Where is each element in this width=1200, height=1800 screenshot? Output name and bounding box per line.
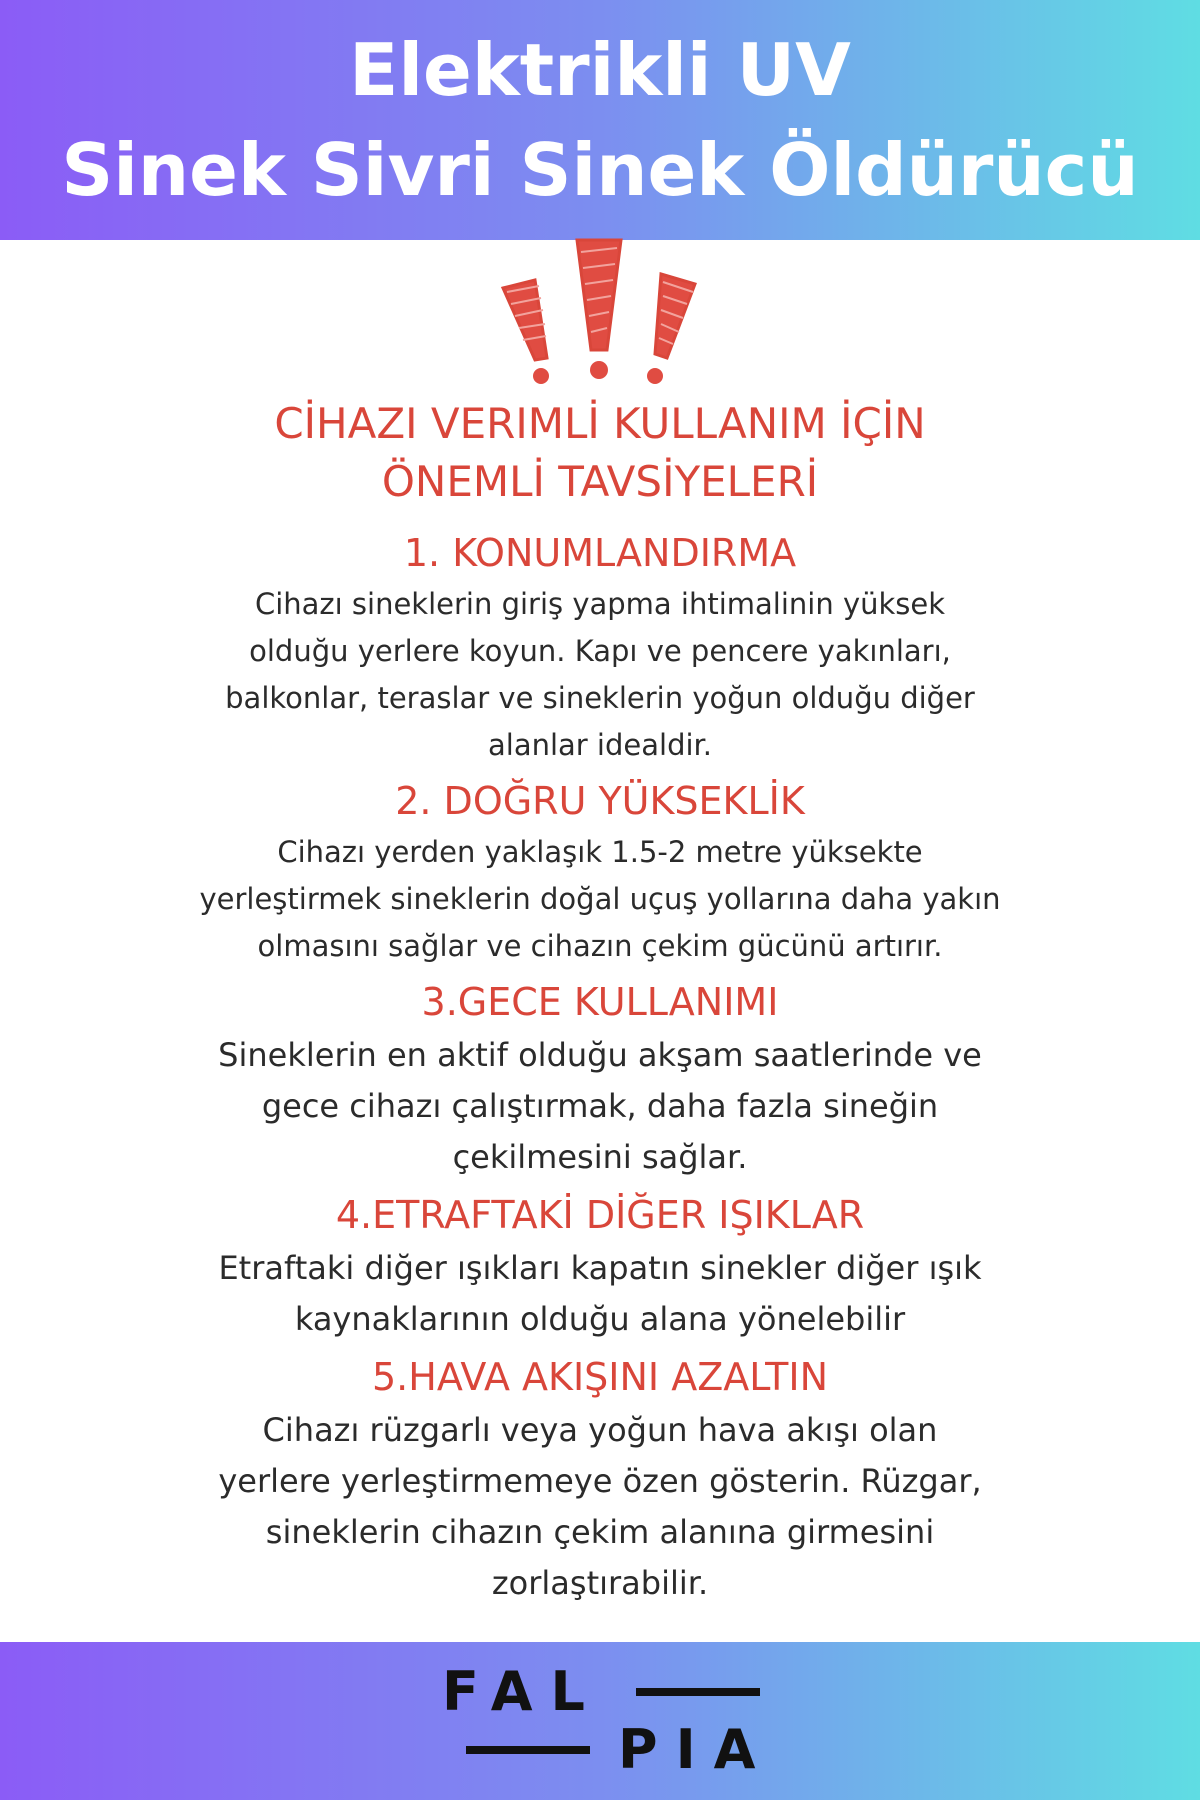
tip-title: 2. DOĞRU YÜKSEKLİK: [395, 779, 805, 823]
tips-heading-line-1: CİHAZI VERIMLİ KULLANIM İÇİN: [274, 399, 926, 448]
tip-section-2: [120, 775, 1080, 970]
tip-section-4: [120, 1189, 1080, 1345]
tips-heading-line-2: ÖNEMLİ TAVSİYELERİ: [381, 457, 819, 506]
tip-body: [120, 1243, 1080, 1345]
tip-title: 5.HAVA AKIŞINI AZALTIN: [372, 1355, 828, 1399]
tip-body-line: Sineklerin en aktif olduğu akşam saatlerinde ve: [218, 1036, 982, 1074]
tip-section-1: [120, 527, 1080, 769]
exclamation-marks-icon: [495, 238, 705, 408]
tip-body-line: olduğu yerlere koyun. Kapı ve pencere yakınları,: [249, 634, 951, 668]
tip-body-line: balkonlar, teraslar ve sineklerin yoğun olduğu diğer: [225, 681, 975, 715]
tip-body: [120, 829, 1080, 970]
tips-content: [120, 395, 1080, 1609]
tip-body: [120, 581, 1080, 769]
tip-body-line: sineklerin cihazın çekim alanına girmesini: [265, 1513, 935, 1551]
header-banner: [0, 0, 1200, 240]
logo-text-bottom: PIA: [618, 1718, 774, 1781]
tip-body-line: Cihazı yerden yaklaşık 1.5-2 metre yüksekte: [277, 835, 923, 869]
tip-body-line: olmasını sağlar ve cihazın çekim gücünü artırır.: [257, 929, 943, 963]
tip-body: [120, 1405, 1080, 1609]
page-title-line-1: Elektrikli UV: [349, 28, 851, 112]
logo-bar-bottom: [466, 1746, 590, 1754]
tip-body-line: Cihazı rüzgarlı veya yoğun hava akışı olan: [262, 1411, 938, 1449]
tip-body-line: Cihazı sineklerin giriş yapma ihtimalinin yüksek: [254, 587, 946, 621]
tip-body-line: alanlar idealdir.: [487, 728, 713, 762]
tip-title: 3.GECE KULLANIMI: [421, 980, 779, 1024]
logo-text-top: FAL: [442, 1660, 603, 1723]
tip-body-line: yerleştirmek sineklerin doğal uçuş yollarına daha yakın: [199, 882, 1001, 916]
falpia-logo: [440, 1662, 780, 1782]
tip-section-3: [120, 976, 1080, 1183]
tip-body-line: çekilmesini sağlar.: [452, 1138, 748, 1176]
tip-title: 4.ETRAFTAKİ DİĞER IŞIKLAR: [335, 1193, 865, 1237]
tip-body-line: kaynaklarının olduğu alana yönelebilir: [294, 1300, 906, 1338]
page-title-line-2: Sinek Sivri Sinek Öldürücü: [61, 128, 1139, 212]
logo-bar-top: [636, 1688, 760, 1696]
tip-body-line: zorlaştırabilir.: [491, 1564, 709, 1602]
tips-heading: [120, 395, 1080, 511]
tip-title: 1. KONUMLANDIRMA: [403, 531, 797, 575]
tip-body-line: gece cihazı çalıştırmak, daha fazla sineğin: [261, 1087, 939, 1125]
tip-body-line: yerlere yerleştirmemeye özen gösterin. Rüzgar,: [218, 1462, 982, 1500]
tip-body: [120, 1030, 1080, 1183]
footer-banner: [0, 1642, 1200, 1800]
tip-section-5: [120, 1351, 1080, 1609]
tip-body-line: Etraftaki diğer ışıkları kapatın sinekler diğer ışık: [218, 1249, 982, 1287]
